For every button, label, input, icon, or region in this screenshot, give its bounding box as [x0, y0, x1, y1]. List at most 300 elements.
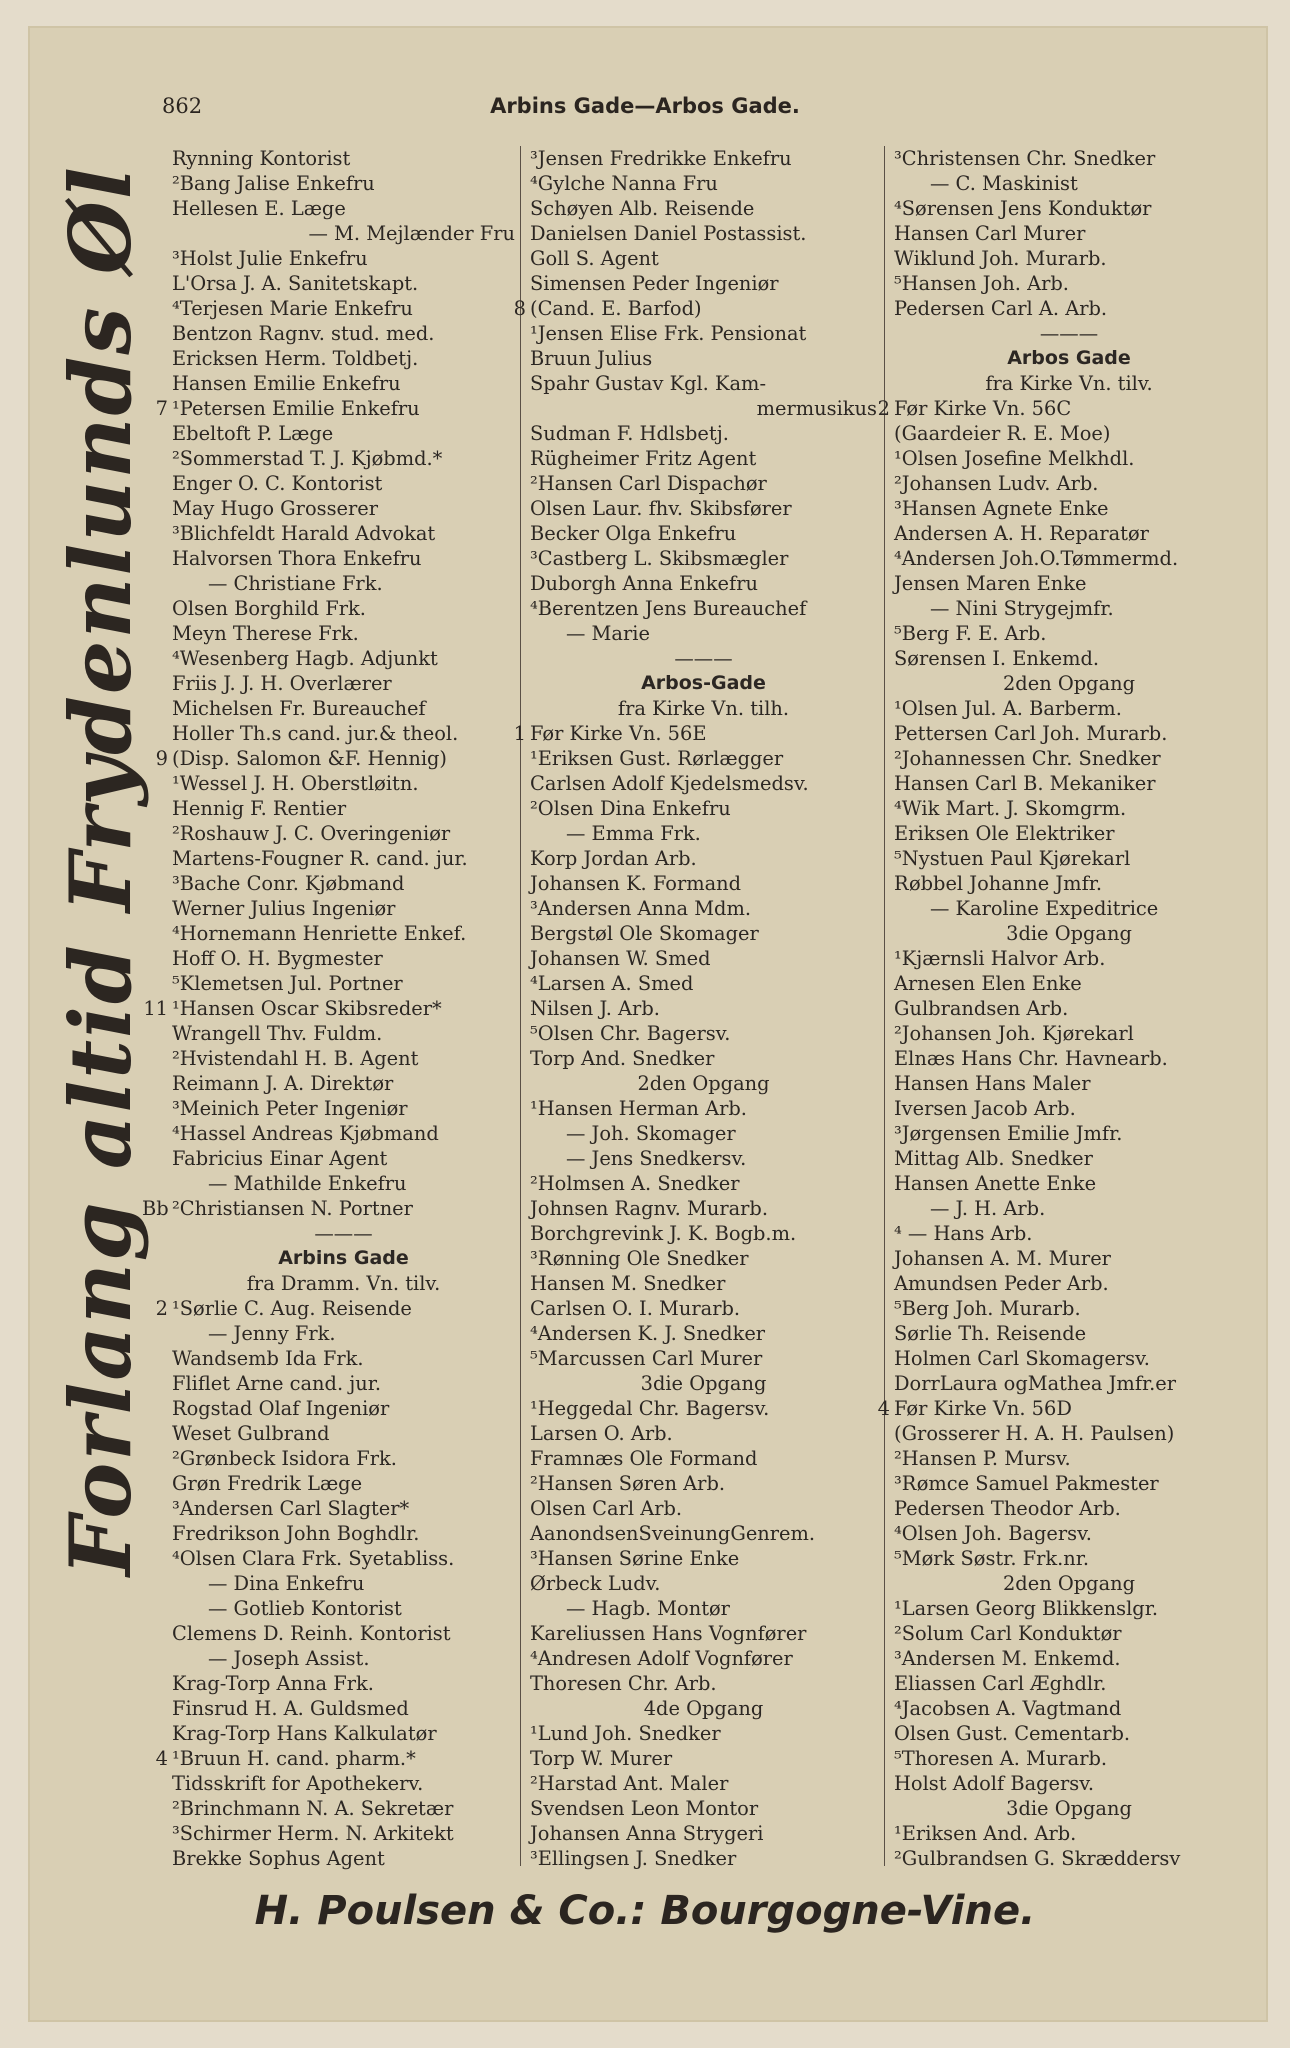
entry-text: Eriksen Ole Elektriker	[894, 822, 1115, 845]
entry-text: Jensen Maren Enke	[894, 572, 1087, 595]
directory-entry	[530, 1296, 877, 1321]
entry-text: Weset Gulbrand	[172, 1422, 330, 1445]
page-header	[0, 94, 1290, 124]
entry-text: Røbbel Johanne Jmfr.	[894, 872, 1103, 895]
entry-text: Bruun Julius	[530, 347, 653, 370]
entry-text: Gulbrandsen Arb.	[894, 997, 1069, 1020]
directory-entry	[530, 1796, 877, 1821]
directory-entry	[894, 1721, 1244, 1746]
house-number: 2	[155, 1297, 168, 1320]
directory-entry	[530, 971, 877, 996]
directory-entry	[172, 496, 515, 521]
directory-entry	[172, 921, 515, 946]
directory-entry	[172, 321, 515, 346]
directory-entry	[172, 1496, 515, 1521]
entry-text: ²Gulbrandsen G. Skræddersv	[894, 1847, 1181, 1870]
entry-text: Schøyen Alb. Reisende	[530, 197, 755, 220]
entry-text: Goll S. Agent	[530, 247, 659, 270]
directory-entry	[172, 771, 515, 796]
entry-text: ²Hansen Carl Dispachør	[530, 472, 767, 495]
directory-entry	[530, 371, 877, 396]
entry-text: mermusikus	[756, 397, 877, 420]
directory-entry	[172, 1096, 515, 1121]
entry-text: Werner Julius Ingeniør	[172, 897, 396, 920]
directory-entry	[172, 221, 515, 246]
entry-text: — Dina Enkefru	[208, 1572, 365, 1595]
street-heading	[530, 671, 877, 696]
entry-text: Meyn Therese Frk.	[172, 622, 359, 645]
directory-entry	[155, 1296, 515, 1321]
directory-entry	[530, 271, 877, 296]
entry-text: — Karoline Expeditrice	[930, 897, 1159, 920]
house-number: 9	[155, 747, 168, 770]
directory-entry	[172, 246, 515, 271]
entry-text: ¹Eriksen Gust. Rørlægger	[530, 747, 784, 770]
directory-entry	[172, 821, 515, 846]
directory-entry	[530, 221, 877, 246]
directory-entry	[530, 1546, 877, 1571]
entry-text: — Joh. Skomager	[566, 1122, 736, 1145]
directory-entry	[172, 871, 515, 896]
directory-entry	[172, 1696, 515, 1721]
entry-text: Fliflet Arne cand. jur.	[172, 1372, 382, 1395]
directory-entry	[155, 1746, 515, 1771]
entry-text: Sørensen I. Enkemd.	[894, 647, 1100, 670]
entry-text: Hansen M. Snedker	[530, 1272, 726, 1295]
entry-text: Borchgrevink J. K. Bogb.m.	[530, 1222, 797, 1245]
directory-entry	[530, 821, 877, 846]
directory-entry	[530, 1646, 877, 1671]
entry-text: ⁴Jacobsen A. Vagtmand	[894, 1697, 1122, 1720]
directory-entry	[894, 271, 1244, 296]
entry-text: ²Johansen Joh. Kjørekarl	[894, 1022, 1134, 1045]
entry-text: Johansen W. Smed	[530, 947, 711, 970]
entry-text: Nilsen J. Arb.	[530, 997, 660, 1020]
entry-text: Arbos Gade	[1007, 347, 1131, 369]
entry-text: Carlsen O. I. Murarb.	[530, 1297, 741, 1320]
house-number: 11	[143, 997, 168, 1020]
entry-text: Holler Th.s cand. jur.& theol.	[172, 722, 459, 745]
entry-text: ³Andersen Anna Mdm.	[530, 897, 752, 920]
entry-text: ¹Larsen Georg Blikkenslgr.	[894, 1597, 1159, 1620]
entry-text: 2den Opgang	[1002, 1572, 1136, 1595]
entry-text: Arnesen Elen Enke	[894, 972, 1082, 995]
entry-text: ³Christensen Chr. Snedker	[894, 147, 1156, 170]
entry-text: Mittag Alb. Snedker	[894, 1147, 1093, 1170]
entry-text: Olsen Laur. fhv. Skibsfører	[530, 497, 792, 520]
entry-text: — Nini Strygejmfr.	[930, 597, 1114, 620]
entry-text: ⁴Wik Mart. J. Skomgrm.	[894, 797, 1127, 820]
entry-text: Becker Olga Enkefru	[530, 522, 737, 545]
entry-text: Hansen Carl B. Mekaniker	[894, 772, 1156, 795]
directory-entry	[530, 1671, 877, 1696]
house-number: 1	[513, 722, 526, 745]
directory-entry	[894, 1571, 1244, 1596]
entry-text: ⁴Olsen Joh. Bagersv.	[894, 1522, 1092, 1545]
entry-text: ³Hansen Agnete Enke	[894, 497, 1109, 520]
entry-text: ¹Heggedal Chr. Bagersv.	[530, 1397, 770, 1420]
house-number: Bb	[142, 1197, 169, 1220]
directory-entry	[894, 1021, 1244, 1046]
directory-entry	[894, 846, 1244, 871]
entry-text: ⁵Thoresen A. Murarb.	[894, 1747, 1108, 1770]
entry-text: Olsen Gust. Cementarb.	[894, 1722, 1131, 1745]
directory-entry	[172, 1546, 515, 1571]
entry-text: Bergstøl Ole Skomager	[530, 922, 759, 945]
directory-entry	[530, 996, 877, 1021]
entry-text: ³Ellingsen J. Snedker	[530, 1847, 737, 1870]
entry-text: ²Bang Jalise Enkefru	[172, 172, 375, 195]
directory-entry	[894, 1696, 1244, 1721]
entry-text: Amundsen Peder Arb.	[894, 1272, 1109, 1295]
directory-entry	[530, 1771, 877, 1796]
directory-entry	[894, 1121, 1244, 1146]
entry-text: ²Hvistendahl H. B. Agent	[172, 1047, 419, 1070]
directory-entry	[894, 871, 1244, 896]
directory-entry	[894, 996, 1244, 1021]
directory-entry	[530, 146, 877, 171]
entry-text: DorrLaura ogMathea Jmfr.er	[894, 1372, 1177, 1395]
directory-entry	[894, 971, 1244, 996]
entry-text: ⁴Andresen Adolf Vognfører	[530, 1647, 793, 1670]
entry-text: ⁵Berg F. E. Arb.	[894, 622, 1047, 645]
directory-entry	[513, 296, 877, 321]
directory-entry	[530, 1396, 877, 1421]
directory-entry	[530, 1096, 877, 1121]
directory-entry	[530, 396, 877, 421]
directory-entry	[172, 1846, 515, 1871]
directory-entry	[894, 546, 1244, 571]
entry-text: ¹Olsen Jul. A. Barberm.	[894, 697, 1122, 720]
entry-text: Hansen Hans Maler	[894, 1072, 1091, 1095]
entry-text: Sudman F. Hdlsbetj.	[530, 422, 729, 445]
directory-entry	[172, 196, 515, 221]
directory-entry	[172, 696, 515, 721]
directory-entry	[894, 221, 1244, 246]
directory-entry	[894, 171, 1244, 196]
entry-text: ⁴Gylche Nanna Fru	[530, 172, 718, 195]
directory-entry	[530, 1596, 877, 1621]
entry-text: ²Johansen Ludv. Arb.	[894, 472, 1099, 495]
entry-text: ²Hansen Søren Arb.	[530, 1472, 726, 1495]
entry-text: Wrangell Thv. Fuldm.	[172, 1022, 383, 1045]
directory-entry	[530, 1021, 877, 1046]
entry-text: — C. Maskinist	[930, 172, 1078, 195]
directory-entry	[894, 321, 1244, 346]
entry-text: May Hugo Grosserer	[172, 497, 379, 520]
entry-text: Halvorsen Thora Enkefru	[172, 547, 422, 570]
entry-text: Hansen Carl Murer	[894, 222, 1086, 245]
directory-entry	[894, 471, 1244, 496]
directory-entry	[172, 1721, 515, 1746]
directory-entry	[530, 1471, 877, 1496]
directory-entry	[172, 1771, 515, 1796]
directory-entry	[530, 1221, 877, 1246]
directory-entry	[172, 1121, 515, 1146]
entry-text: 4de Opgang	[643, 1697, 764, 1720]
entry-text: Fabricius Einar Agent	[172, 1147, 388, 1170]
entry-text: ²Solum Carl Konduktør	[894, 1622, 1122, 1645]
directory-entry	[172, 1146, 515, 1171]
directory-entry	[894, 1071, 1244, 1096]
entry-text: Arbins Gade	[278, 1247, 409, 1269]
entry-text: fra Kirke Vn. tilv.	[985, 372, 1153, 395]
entry-text: — Joseph Assist.	[208, 1647, 370, 1670]
directory-entry	[172, 296, 515, 321]
directory-entry	[155, 746, 515, 771]
house-number: 8	[513, 297, 526, 320]
entry-text: Arbos-Gade	[641, 672, 766, 694]
directory-entry	[172, 1671, 515, 1696]
directory-entry	[172, 671, 515, 696]
entry-text: Duborgh Anna Enkefru	[530, 572, 758, 595]
directory-entry	[894, 446, 1244, 471]
directory-entry	[894, 696, 1244, 721]
entry-text: ¹Wessel J. H. Oberstløitn.	[172, 772, 419, 795]
entry-text: ⁴Andersen K. J. Snedker	[530, 1322, 766, 1345]
entry-text: ⁴Wesenberg Hagb. Adjunkt	[172, 647, 438, 670]
directory-entry	[530, 696, 877, 721]
entry-text: Korp Jordan Arb.	[530, 847, 697, 870]
entry-text: ²Olsen Dina Enkefru	[530, 797, 731, 820]
entry-text: Simensen Peder Ingeniør	[530, 272, 779, 295]
entry-text: ———	[314, 1222, 373, 1245]
directory-entry	[530, 471, 877, 496]
directory-entry	[530, 1246, 877, 1271]
entry-text: Michelsen Fr. Bureauchef	[172, 697, 426, 720]
entry-text: Grøn Fredrik Læge	[172, 1472, 363, 1495]
directory-entry	[530, 546, 877, 571]
directory-entry	[894, 1796, 1244, 1821]
directory-entry	[894, 821, 1244, 846]
directory-entry	[530, 1421, 877, 1446]
directory-entry	[530, 1821, 877, 1846]
entry-text: Bentzon Ragnv. stud. med.	[172, 322, 435, 345]
entry-text: Hellesen E. Læge	[172, 197, 346, 220]
footer-advertisement: H. Poulsen & Co.: Bourgogne-Vine.	[254, 1888, 1036, 1934]
entry-text: — Jens Snedkersv.	[566, 1147, 747, 1170]
entry-text: ⁴Hornemann Henriette Enkef.	[172, 922, 467, 945]
directory-entry	[172, 471, 515, 496]
entry-text: ³Bache Conr. Kjøbmand	[172, 872, 405, 895]
column-divider-left	[520, 146, 521, 1866]
directory-entry	[530, 346, 877, 371]
entry-text: Krag-Torp Hans Kalkulatør	[172, 1722, 437, 1745]
entry-text: Framnæs Ole Formand	[530, 1447, 758, 1470]
directory-entry	[172, 1321, 515, 1346]
directory-entry	[530, 1196, 877, 1221]
directory-entry	[530, 196, 877, 221]
entry-text: Holst Adolf Bagersv.	[894, 1772, 1095, 1795]
entry-text: — Gotlieb Kontorist	[208, 1597, 402, 1620]
entry-text: 3die Opgang	[1006, 1797, 1132, 1820]
entry-text: ⁴Olsen Clara Frk. Syetabliss.	[172, 1547, 455, 1570]
directory-entry	[530, 496, 877, 521]
entry-text: ⁵Hansen Joh. Arb.	[894, 272, 1069, 295]
directory-entry	[894, 1096, 1244, 1121]
entry-text: 2den Opgang	[1002, 672, 1136, 695]
street-heading	[894, 346, 1244, 371]
directory-entry	[894, 621, 1244, 646]
entry-text: ⁵Nystuen Paul Kjørekarl	[894, 847, 1131, 870]
directory-entry	[530, 846, 877, 871]
entry-text: Rynning Kontorist	[172, 147, 351, 170]
entry-text: ¹Jensen Elise Frk. Pensionat	[530, 322, 807, 345]
directory-column-1	[142, 146, 515, 1871]
directory-entry	[530, 421, 877, 446]
directory-entry	[172, 271, 515, 296]
entry-text: — Hagb. Montør	[566, 1597, 730, 1620]
entry-text: Hansen Emilie Enkefru	[172, 372, 401, 395]
directory-entry	[530, 1696, 877, 1721]
directory-entry	[172, 1571, 515, 1596]
entry-text: ³Jørgensen Emilie Jmfr.	[894, 1122, 1123, 1145]
directory-entry	[894, 671, 1244, 696]
directory-entry	[894, 1596, 1244, 1621]
directory-entry	[894, 571, 1244, 596]
entry-text: ⁴ — Hans Arb.	[894, 1222, 1033, 1245]
directory-entry	[172, 596, 515, 621]
entry-text: — J. H. Arb.	[930, 1197, 1046, 1220]
directory-entry	[530, 1321, 877, 1346]
entry-text: Ørbeck Ludv.	[530, 1572, 661, 1595]
entry-text: fra Kirke Vn. tilh.	[617, 697, 790, 720]
entry-text: Elnæs Hans Chr. Havnearb.	[894, 1047, 1168, 1070]
directory-entry	[172, 1371, 515, 1396]
directory-entry	[172, 371, 515, 396]
directory-entry	[172, 1396, 515, 1421]
directory-entry	[530, 1121, 877, 1146]
entry-text: Olsen Borghild Frk.	[172, 597, 366, 620]
entry-text: ²Hansen P. Mursv.	[894, 1447, 1071, 1470]
entry-text: ²Christiansen N. Portner	[172, 1197, 413, 1220]
entry-text: ¹Eriksen And. Arb.	[894, 1822, 1077, 1845]
entry-text: ⁵Marcussen Carl Murer	[530, 1347, 763, 1370]
directory-entry	[530, 896, 877, 921]
directory-entry	[530, 871, 877, 896]
directory-entry	[894, 1496, 1244, 1521]
directory-entry	[894, 746, 1244, 771]
house-number: 4	[877, 1397, 890, 1420]
entry-text: — Marie	[566, 622, 650, 645]
directory-entry	[894, 596, 1244, 621]
entry-text: Reimann J. A. Direktør	[172, 1072, 394, 1095]
directory-entry	[894, 1471, 1244, 1496]
entry-text: Før Kirke Vn. 56D	[894, 1397, 1072, 1420]
directory-entry	[530, 571, 877, 596]
entry-text: ⁵Olsen Chr. Bagersv.	[530, 1022, 731, 1045]
entry-text: — Christiane Frk.	[208, 572, 383, 595]
entry-text: ———	[1039, 322, 1099, 345]
directory-entry	[155, 396, 515, 421]
directory-entry	[894, 796, 1244, 821]
entry-text: Pedersen Theodor Arb.	[894, 1497, 1121, 1520]
directory-entry	[530, 1721, 877, 1746]
directory-entry	[143, 996, 515, 1021]
directory-entry	[172, 1171, 515, 1196]
entry-text: Krag-Torp Anna Frk.	[172, 1672, 374, 1695]
directory-entry	[894, 521, 1244, 546]
street-heading	[172, 1246, 515, 1271]
directory-entry	[530, 1496, 877, 1521]
directory-entry	[894, 1271, 1244, 1296]
directory-entry	[513, 721, 877, 746]
entry-text: (Gaardeier R. E. Moe)	[894, 422, 1111, 445]
entry-text: ⁴Berentzen Jens Bureauchef	[530, 597, 807, 620]
directory-entry	[894, 1846, 1244, 1871]
directory-entry	[172, 1221, 515, 1246]
directory-entry	[172, 1446, 515, 1471]
entry-text: Torp And. Snedker	[530, 1047, 715, 1070]
entry-text: Fredrikson John Boghdlr.	[172, 1522, 420, 1545]
directory-entry	[530, 321, 877, 346]
directory-entry	[894, 1346, 1244, 1371]
directory-entry	[172, 1071, 515, 1096]
directory-entry	[172, 346, 515, 371]
directory-entry	[172, 1346, 515, 1371]
directory-entry	[530, 1521, 877, 1546]
entry-text: Spahr Gustav Kgl. Kam-	[530, 372, 766, 395]
directory-entry	[894, 1446, 1244, 1471]
directory-entry	[172, 421, 515, 446]
directory-entry	[877, 1396, 1244, 1421]
entry-text: Thoresen Chr. Arb.	[530, 1672, 717, 1695]
entry-text: ²Grønbeck Isidora Frk.	[172, 1447, 397, 1470]
entry-text: Carlsen Adolf Kjedelsmedsv.	[530, 772, 809, 795]
directory-entry	[172, 1271, 515, 1296]
entry-text: ¹Hansen Oscar Skibsreder*	[172, 997, 442, 1020]
directory-entry	[530, 621, 877, 646]
entry-text: Wandsemb Ida Frk.	[172, 1347, 364, 1370]
entry-text: — Mathilde Enkefru	[208, 1172, 407, 1195]
directory-entry	[530, 1146, 877, 1171]
entry-text: ⁴Hassel Andreas Kjøbmand	[172, 1122, 439, 1145]
entry-text: ⁵Klemetsen Jul. Portner	[172, 972, 403, 995]
entry-text: ¹Bruun H. cand. pharm.*	[172, 1747, 416, 1770]
directory-column-3	[877, 146, 1244, 1871]
sidebar-advertisement	[45, 164, 155, 1576]
entry-text: ³Hansen Sørine Enke	[530, 1547, 740, 1570]
directory-entry	[894, 1171, 1244, 1196]
entry-text: ¹Kjærnsli Halvor Arb.	[894, 947, 1106, 970]
directory-entry	[894, 1046, 1244, 1071]
running-title: Arbins Gade—Arbos Gade.	[490, 94, 800, 118]
directory-entry	[894, 1521, 1244, 1546]
entry-text: Hansen Anette Enke	[894, 1172, 1097, 1195]
entry-text: ³Andersen Carl Slagter*	[172, 1497, 410, 1520]
entry-text: Ebeltoft P. Læge	[172, 422, 334, 445]
entry-text: 3die Opgang	[1006, 922, 1132, 945]
entry-text: — M. Mejlænder Fru	[308, 222, 515, 245]
directory-entry	[894, 896, 1244, 921]
directory-entry	[172, 846, 515, 871]
entry-text: Danielsen Daniel Postassist.	[530, 222, 807, 245]
directory-entry	[172, 1621, 515, 1646]
directory-entry	[894, 771, 1244, 796]
directory-entry	[530, 796, 877, 821]
entry-text: L'Orsa J. A. Sanitetskapt.	[172, 272, 419, 295]
directory-entry	[894, 1146, 1244, 1171]
directory-entry	[172, 796, 515, 821]
directory-entry	[172, 896, 515, 921]
directory-entry	[894, 371, 1244, 396]
entry-text: (Disp. Salomon &F. Hennig)	[172, 747, 447, 770]
entry-text: ¹Olsen Josefine Melkhdl.	[894, 447, 1135, 470]
entry-text: ³Castberg L. Skibsmægler	[530, 547, 789, 570]
directory-entry	[894, 296, 1244, 321]
directory-entry	[172, 1646, 515, 1671]
directory-entry	[530, 1571, 877, 1596]
